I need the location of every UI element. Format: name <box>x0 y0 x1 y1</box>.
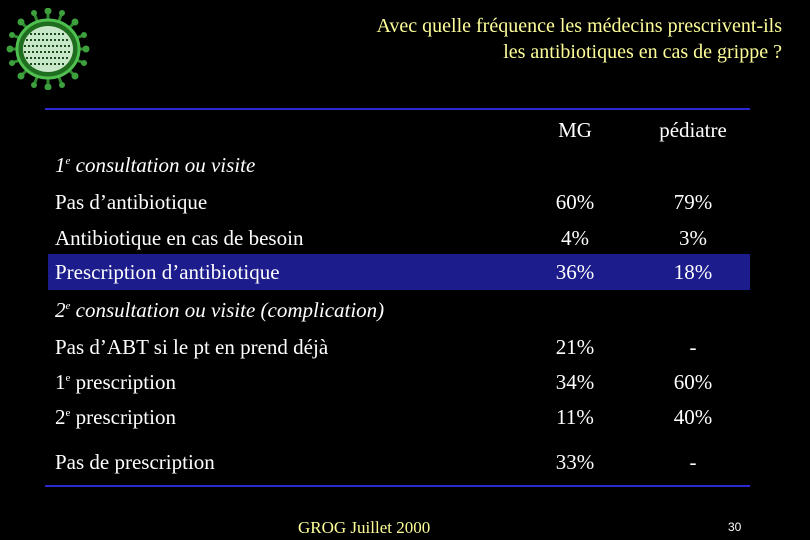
row-value-pediatre: - <box>689 335 697 359</box>
section-2-label: consultation ou visite (complication) <box>75 298 385 322</box>
row-value-mg: 4% <box>561 226 589 250</box>
row-text: prescription <box>75 405 176 429</box>
row-value-pediatre: 60% <box>673 370 713 394</box>
row-value-pediatre: 3% <box>679 226 707 250</box>
row-text: prescription <box>75 370 176 394</box>
row-value-pediatre: - <box>689 450 697 474</box>
title-line-2: les antibiotiques en cas de grippe ? <box>503 41 782 63</box>
section-heading-2 <box>55 297 384 323</box>
row-value-pediatre: 18% <box>673 260 713 284</box>
row-label: Pas d’antibiotique <box>55 190 208 214</box>
section-2-number: 2 <box>55 298 66 322</box>
header-pediatre: pédiatre <box>659 118 727 142</box>
row-number: 2 <box>55 405 66 429</box>
row-ordinal: e <box>65 407 71 419</box>
virus-icon <box>4 8 96 90</box>
title-line-1: Avec quelle fréquence les médecins prescrivent-ils <box>376 15 782 37</box>
section-1-number: 1 <box>55 153 66 177</box>
row-ordinal: e <box>65 372 71 384</box>
page-number: 30 <box>728 520 742 534</box>
row-value-mg: 36% <box>555 260 595 284</box>
row-value-pediatre: 40% <box>673 405 713 429</box>
row-label: Antibiotique en cas de besoin <box>55 226 304 250</box>
row-value-mg: 33% <box>555 450 595 474</box>
section-1-label: consultation ou visite <box>75 153 256 177</box>
row-value-mg: 60% <box>555 190 595 214</box>
footer-source: GROG Juillet 2000 <box>298 518 431 537</box>
section-1-ordinal: e <box>65 155 71 167</box>
row-label: Prescription d’antibiotique <box>55 260 280 284</box>
section-heading-1 <box>55 152 255 178</box>
section-2-ordinal: e <box>65 300 71 312</box>
row-label <box>55 369 176 395</box>
header-mg: MG <box>558 118 592 142</box>
row-label <box>55 404 176 430</box>
row-value-mg: 11% <box>556 405 594 429</box>
row-label: Pas d’ABT si le pt en prend déjà <box>55 335 329 359</box>
row-value-mg: 34% <box>555 370 595 394</box>
row-number: 1 <box>55 370 66 394</box>
table-bottom-rule <box>45 485 750 487</box>
row-value-mg: 21% <box>555 335 595 359</box>
row-value-pediatre: 79% <box>673 190 713 214</box>
row-label: Pas de prescription <box>55 450 215 474</box>
table-top-rule <box>45 108 750 110</box>
slide-title <box>162 13 782 65</box>
